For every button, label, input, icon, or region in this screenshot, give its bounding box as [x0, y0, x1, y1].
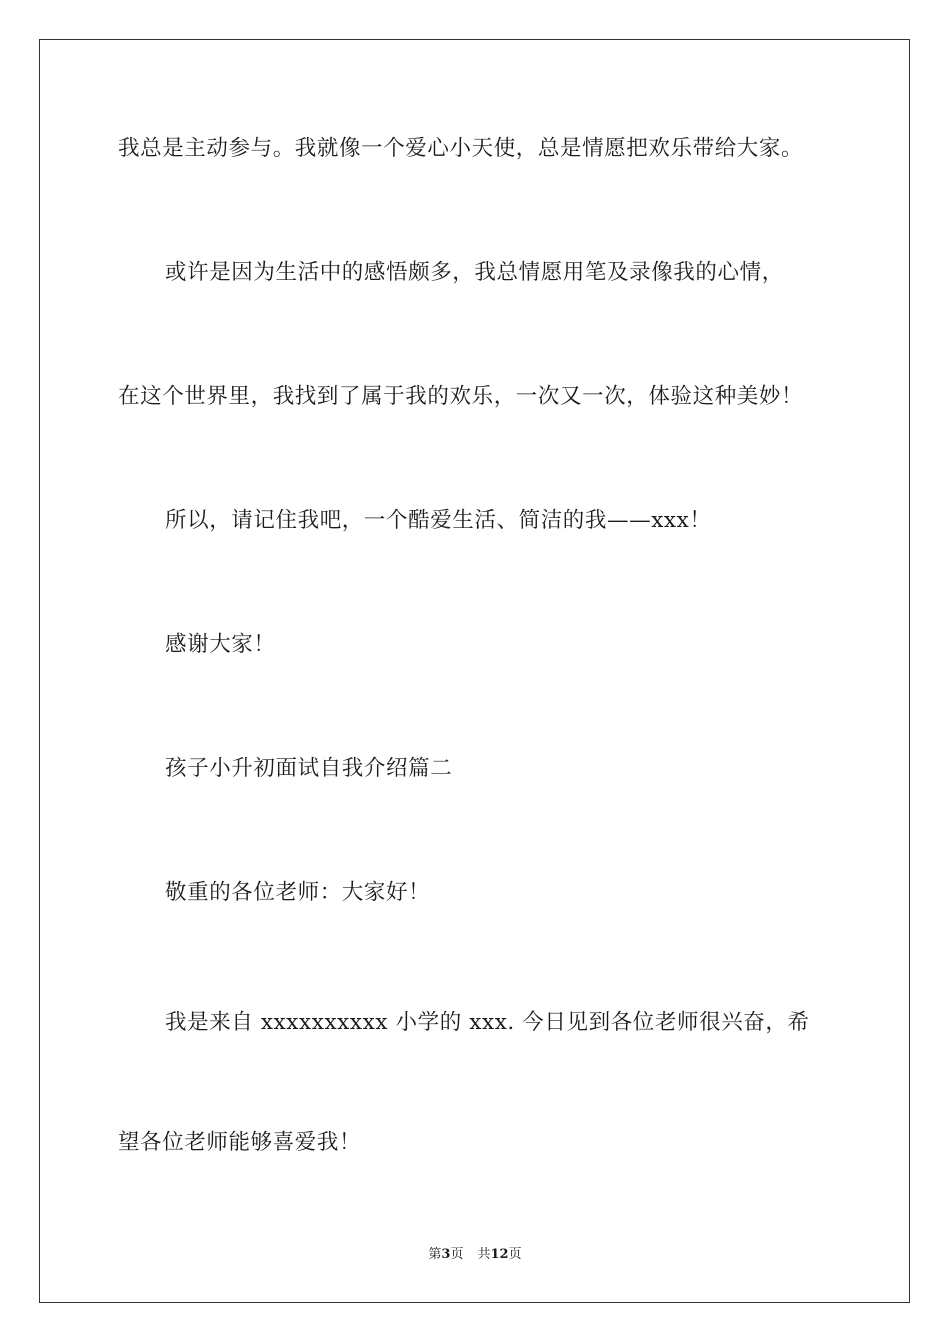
footer-total-suffix: 页: [508, 1247, 522, 1262]
page-frame: [39, 39, 910, 1303]
section-heading: 孩子小升初面试自我介绍篇二: [165, 756, 453, 781]
greeting-line: 敬重的各位老师：大家好！: [165, 880, 431, 905]
paragraph-line-2: 或许是因为生活中的感悟颇多，我总情愿用笔及录像我的心情，: [165, 260, 784, 285]
footer-prefix: 第: [428, 1247, 442, 1262]
footer-total-prefix: 共: [477, 1247, 491, 1262]
page-footer: [0, 1246, 950, 1264]
paragraph-line-9: 望各位老师能够喜爱我！: [118, 1130, 362, 1155]
paragraph-line-3: 在这个世界里，我找到了属于我的欢乐，一次又一次，体验这种美妙！: [118, 384, 804, 409]
paragraph-line-4: 所以，请记住我吧，一个酷爱生活、简洁的我——xxx！: [165, 508, 712, 533]
paragraph-line-1: 我总是主动参与。我就像一个爱心小天使，总是情愿把欢乐带给大家。: [118, 136, 804, 161]
footer-total-pages: 12: [490, 1247, 509, 1262]
paragraph-line-8: 我是来自 xxxxxxxxxx 小学的 xxx. 今日见到各位老师很兴奋，希: [165, 1010, 810, 1035]
footer-page-suffix: 页: [450, 1247, 464, 1262]
paragraph-line-5: 感谢大家！: [165, 632, 276, 657]
footer-current-page: 3: [441, 1247, 451, 1262]
